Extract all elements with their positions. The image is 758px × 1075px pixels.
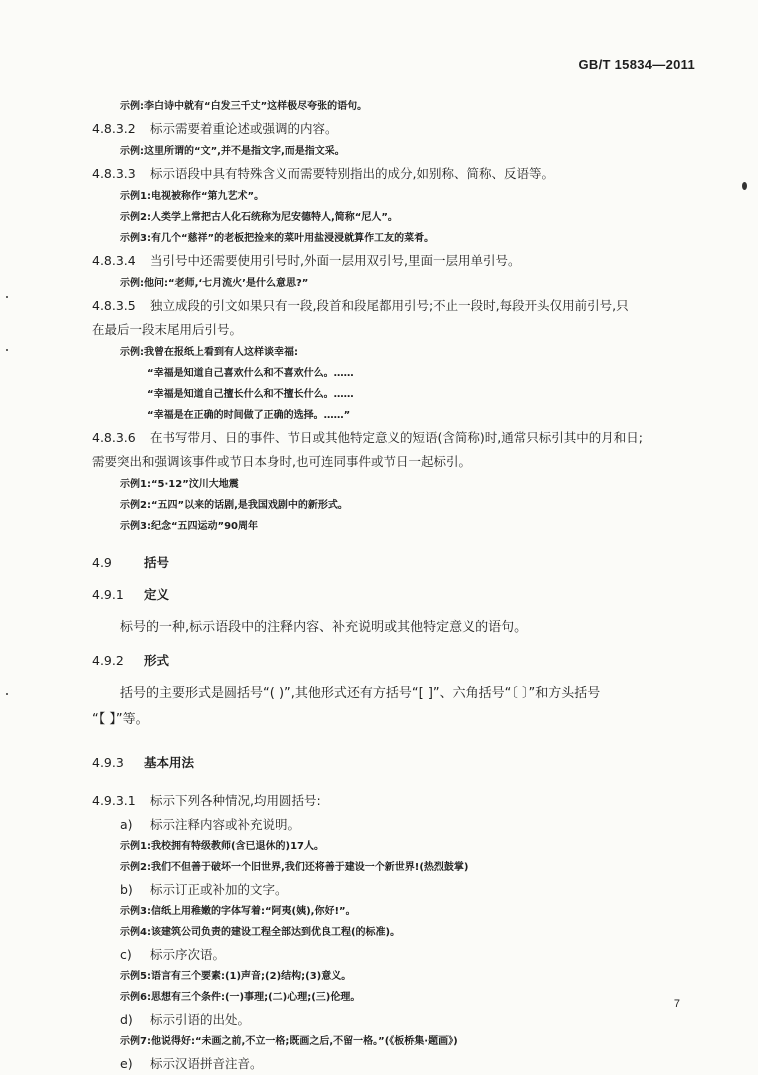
clause-text: 当引号中还需要使用引号时,外面一层用双引号,里面一层用单引号。 xyxy=(150,253,521,268)
section-number: 4.9.1 xyxy=(92,587,124,602)
clause-text: 独立成段的引文如果只有一段,段首和段尾都用引号;不止一段时,每段开头仅用前引号,只 xyxy=(150,298,629,313)
example-line: 示例4:该建筑公司负责的建设工程全部达到优良工程(的标准)。 xyxy=(120,927,401,938)
example-line: 示例1:电视被称作“第九艺术”。 xyxy=(120,191,265,202)
example-line: 示例6:思想有三个条件:(一)事理;(二)心理;(三)伦理。 xyxy=(120,992,361,1003)
item-text: 标示注释内容或补充说明。 xyxy=(150,817,301,832)
definition-paragraph: 标号的一种,标示语段中的注释内容、补充说明或其他特定意义的语句。 xyxy=(120,620,528,635)
item-label: b) xyxy=(120,882,133,897)
form-paragraph: 括号的主要形式是圆括号“( )”,其他形式还有方括号“[ ]”、六角括号“〔 〕”和方头括号 xyxy=(120,686,601,701)
clause-4-8-3-5 xyxy=(92,294,704,318)
example-line: 示例5:语言有三个要素:(1)声音;(2)结构;(3)意义。 xyxy=(120,971,352,982)
list-item-b xyxy=(92,878,704,901)
item-label: e) xyxy=(120,1056,133,1071)
quote-line: “幸福是知道自己擅长什么和不擅长什么。…… xyxy=(147,389,354,400)
item-text: 标示引语的出处。 xyxy=(150,1012,251,1027)
example-line: 示例7:他说得好:“未画之前,不立一格;既画之后,不留一格。”(《板桥集·题画》) xyxy=(120,1036,458,1047)
quote-line: “幸福是知道自己喜欢什么和不喜欢什么。…… xyxy=(147,368,354,379)
clause-number: 4.8.3.6 xyxy=(92,430,136,445)
example-line: 示例:他问:“老师,‘七月流火’是什么意思?” xyxy=(120,278,309,289)
clause-continuation: 需要突出和强调该事件或节日本身时,也可连同事件或节日一起标引。 xyxy=(92,454,471,469)
example-line: 示例2:“五四”以来的话剧,是我国戏剧中的新形式。 xyxy=(120,500,348,511)
example-line: 示例3:纪念“五四运动”90周年 xyxy=(120,521,259,532)
example-line: 示例1:“5·12”汶川大地震 xyxy=(120,479,239,490)
section-number: 4.9 xyxy=(92,555,112,570)
clause-number: 4.8.3.2 xyxy=(92,121,136,136)
section-number: 4.9.2 xyxy=(92,653,124,668)
clause-4-9-3-1 xyxy=(92,789,704,813)
scan-speck xyxy=(6,693,8,695)
section-4-9-1-heading xyxy=(92,583,704,607)
clause-number: 4.8.3.3 xyxy=(92,166,136,181)
item-text: 标示订正或补加的文字。 xyxy=(150,882,288,897)
item-label: a) xyxy=(120,817,133,832)
list-item-c xyxy=(92,943,704,966)
clause-number: 4.9.3.1 xyxy=(92,793,136,808)
clause-text: 标示需要着重论述或强调的内容。 xyxy=(150,121,338,136)
section-4-9-3-heading xyxy=(92,751,704,775)
form-paragraph-continuation: “【 】”等。 xyxy=(92,712,149,727)
page-number: 7 xyxy=(673,998,680,1010)
clause-text: 标示下列各种情况,均用圆括号: xyxy=(150,793,321,808)
standard-code: GB/T 15834—2011 xyxy=(578,57,695,72)
clause-text: 在书写带月、日的事件、节日或其他特定意义的短语(含简称)时,通常只标引其中的月和日; xyxy=(150,430,643,445)
example-line: 示例2:我们不但善于破坏一个旧世界,我们还将善于建设一个新世界!(热烈鼓掌) xyxy=(120,862,469,873)
scan-speck xyxy=(6,296,8,298)
clause-number: 4.8.3.4 xyxy=(92,253,136,268)
clause-4-8-3-6 xyxy=(92,426,704,450)
example-line: 示例:李白诗中就有“白发三千丈”这样极尽夸张的语句。 xyxy=(120,101,368,112)
section-title: 定义 xyxy=(144,587,170,602)
clause-4-8-3-4 xyxy=(92,249,704,273)
section-title: 基本用法 xyxy=(144,755,195,770)
clause-number: 4.8.3.5 xyxy=(92,298,136,313)
section-number: 4.9.3 xyxy=(92,755,124,770)
example-line: 示例1:我校拥有特级教师(含已退休的)17人。 xyxy=(120,841,325,852)
list-item-d xyxy=(92,1008,704,1031)
list-item-a xyxy=(92,813,704,836)
section-4-9-heading xyxy=(92,551,704,575)
quote-line: “幸福是在正确的时间做了正确的选择。……” xyxy=(147,410,351,421)
item-text: 标示汉语拼音注音。 xyxy=(150,1056,263,1071)
list-item-e xyxy=(92,1052,704,1075)
example-line: 示例3:信纸上用稚嫩的字体写着:“阿夷(姨),你好!”。 xyxy=(120,906,356,917)
clause-continuation: 在最后一段末尾用后引号。 xyxy=(92,322,243,337)
clause-4-8-3-3 xyxy=(92,162,704,186)
item-label: c) xyxy=(120,947,132,962)
clause-text: 标示语段中具有特殊含义而需要特别指出的成分,如别称、简称、反语等。 xyxy=(150,166,554,181)
example-line: 示例3:有几个“慈祥”的老板把捡来的菜叶用盐浸浸就算作工友的菜肴。 xyxy=(120,233,435,244)
clause-4-8-3-2 xyxy=(92,117,704,141)
section-title: 括号 xyxy=(144,555,170,570)
page-body xyxy=(92,96,704,1075)
example-line: 示例:我曾在报纸上看到有人这样谈幸福: xyxy=(120,347,298,358)
section-4-9-2-heading xyxy=(92,649,704,673)
item-text: 标示序次语。 xyxy=(150,947,226,962)
scan-speck xyxy=(6,349,8,351)
scan-speck xyxy=(742,182,747,190)
example-line: 示例2:人类学上常把古人化石统称为尼安德特人,简称“尼人”。 xyxy=(120,212,398,223)
example-line: 示例:这里所谓的“文”,并不是指文字,而是指文采。 xyxy=(120,146,345,157)
section-title: 形式 xyxy=(144,653,170,668)
item-label: d) xyxy=(120,1012,133,1027)
